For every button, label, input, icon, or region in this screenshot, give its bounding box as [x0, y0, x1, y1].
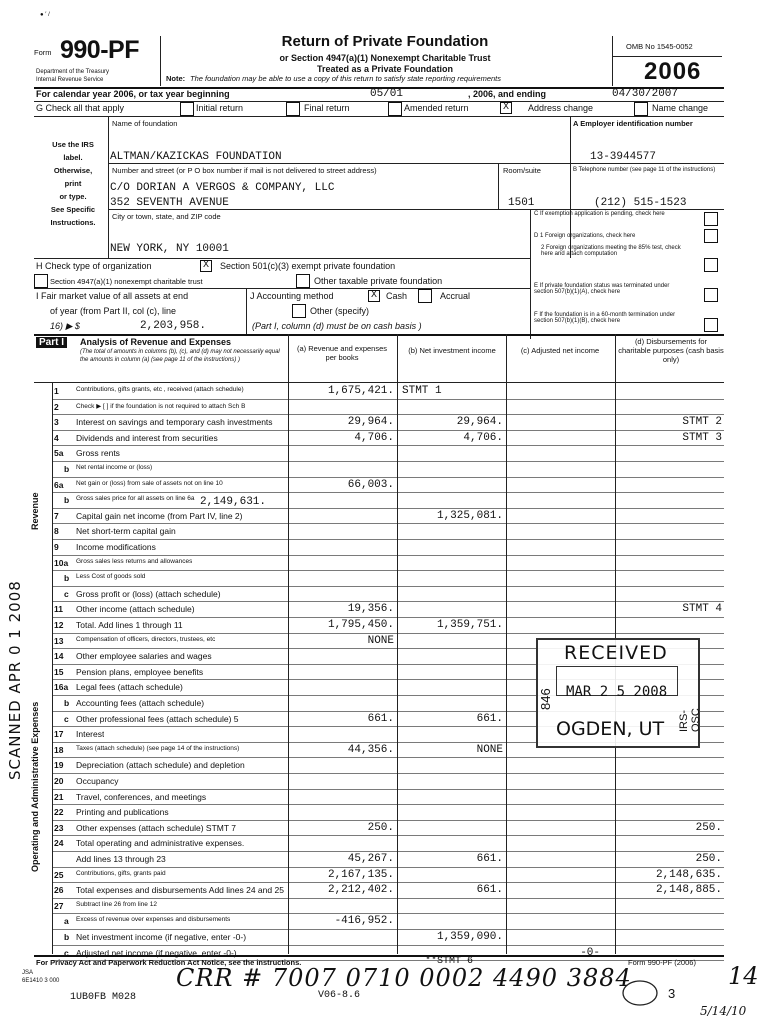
- row-number: 9: [54, 542, 59, 552]
- row-number: 11: [54, 604, 63, 615]
- row-label: Travel, conferences, and meetings: [76, 791, 207, 802]
- row-label: Income modifications: [76, 542, 156, 552]
- stamp-received: RECEIVED: [564, 642, 668, 664]
- row-divider: [52, 414, 724, 415]
- row-value-b: NONE: [476, 743, 503, 756]
- e-label: E If private foundation status was terminated under section 507(b)(1)(A), check here: [534, 283, 670, 295]
- row-divider: [52, 399, 724, 400]
- row-value-a: 19,356.: [347, 603, 394, 616]
- d2-label: 2 Foreign organizations meeting the 85% test, check here and attach computation: [541, 245, 681, 257]
- row-value-d: 250.: [695, 853, 722, 865]
- row-number: 27: [54, 900, 64, 911]
- row-divider: [52, 633, 724, 634]
- row-label: Compensation of officers, directors, trustees, etc: [76, 635, 216, 643]
- row-divider: [52, 570, 724, 571]
- row-label: Printing and publications: [76, 807, 169, 818]
- d1-label: D 1 Foreign organizations, check here: [534, 233, 636, 239]
- jsa-code: 6E1410 3 000: [22, 978, 60, 984]
- d2-checkbox[interactable]: [704, 258, 718, 272]
- note-text: The foundation may be able to use a copy of this return to satisfy state reporting requirements: [190, 74, 502, 83]
- irs-name: Internal Revenue Service: [36, 77, 104, 83]
- row-value-a: -416,952.: [334, 915, 394, 928]
- privacy-notice: For Privacy Act and Paperwork Reduction Act Notice, see the instructions.: [36, 958, 302, 967]
- amended-return-label: Amended return: [404, 103, 469, 113]
- row-label: Less Cost of goods sold: [76, 573, 146, 581]
- form-title: Return of Private Foundation: [281, 33, 489, 50]
- row-label: Interest: [76, 729, 105, 740]
- row-value-a: 29,964.: [347, 416, 394, 429]
- jsa-label: JSA: [22, 970, 34, 976]
- row-value-b: 1,325,081.: [436, 509, 503, 522]
- d1-checkbox[interactable]: [704, 229, 718, 243]
- name-change-checkbox[interactable]: [634, 102, 648, 116]
- omb-number: OMB No 1545-0052: [626, 42, 693, 51]
- row-divider: [52, 929, 724, 930]
- gross-sales-price: 2,149,631.: [200, 496, 267, 509]
- row-value-c: -0-: [580, 946, 600, 959]
- row-number: 8: [54, 526, 59, 537]
- row-divider: [52, 945, 724, 946]
- row-number: 15: [54, 666, 64, 677]
- 501c3-label: Section 501(c)(3) exempt private foundation: [220, 261, 396, 271]
- row-label: Excess of revenue over expenses and disbursements: [76, 916, 231, 924]
- row-value-d: STMT 2: [682, 416, 722, 429]
- row-number: 3: [54, 417, 59, 428]
- foundation-name: ALTMAN/KAZICKAS FOUNDATION: [110, 151, 282, 163]
- row-value-d: STMT 3: [682, 431, 722, 444]
- row-label: Depreciation (attach schedule) and depletion: [76, 760, 245, 771]
- row-label: Interest on savings and temporary cash investments: [76, 417, 273, 428]
- row-value-b: 661.: [476, 853, 503, 865]
- row-number: 25: [54, 869, 64, 880]
- accrual-checkbox[interactable]: [418, 289, 432, 303]
- tax-year: 2006: [644, 58, 702, 85]
- revenue-side-label: Revenue: [30, 492, 40, 530]
- row-label: Taxes (attach schedule) (see page 14 of the instructions): [76, 744, 240, 752]
- row-label: Gross sales less returns and allowances: [76, 557, 193, 565]
- row-divider: [52, 867, 724, 868]
- f-checkbox[interactable]: [704, 318, 718, 332]
- final-return-label: Final return: [304, 103, 350, 113]
- row-value-a: 66,003.: [347, 478, 394, 491]
- row-label: Subtract line 26 from line 12: [76, 900, 157, 908]
- row-number: 24: [54, 838, 64, 849]
- row-number: 1: [54, 386, 59, 396]
- row-value-a: 1,795,450.: [327, 619, 394, 631]
- and-ending: , 2006, and ending: [468, 89, 547, 99]
- begin-date: 05/01: [370, 88, 404, 100]
- row-value-b: 1,359,090.: [436, 931, 503, 943]
- row-number: 23: [54, 822, 64, 833]
- row-value-d: STMT 4: [682, 603, 722, 616]
- 501c3-checkbox[interactable]: X: [200, 260, 212, 272]
- row-divider: [52, 601, 724, 602]
- ein-value: 13-3944577: [590, 151, 657, 163]
- part1-title: Analysis of Revenue and Expenses: [80, 337, 232, 347]
- room-label: Room/suite: [503, 166, 541, 175]
- foundation-name-label: Name of foundation: [112, 119, 178, 128]
- row-divider: [52, 835, 724, 836]
- c-checkbox[interactable]: [704, 212, 718, 226]
- row-divider: [52, 477, 724, 478]
- row-divider: [52, 898, 724, 899]
- handwritten-circle: [620, 978, 660, 1008]
- handwritten-14: 14: [728, 962, 759, 990]
- row-label: Total operating and administrative expenses.: [76, 838, 245, 849]
- fair-market-value: 2,203,958.: [140, 320, 207, 332]
- row-label: Other employee salaries and wages: [76, 651, 212, 662]
- 4947-checkbox[interactable]: [34, 274, 48, 288]
- row-value-a: 4,706.: [354, 431, 394, 444]
- row-number: 13: [54, 635, 64, 646]
- row-label: Capital gain net income (from Part IV, line 2): [76, 510, 243, 521]
- e-checkbox[interactable]: [704, 288, 718, 302]
- row-number: 2: [54, 401, 59, 412]
- row-value-b: 4,706.: [463, 431, 503, 444]
- stamp-date: MAR 2 5 2008: [566, 684, 668, 700]
- other-taxable-checkbox[interactable]: [296, 274, 310, 288]
- row-label: Pension plans, employee benefits: [76, 666, 204, 677]
- row-divider: [52, 461, 724, 462]
- form-subtitle-1: or Section 4947(a)(1) Nonexempt Charitable Trust: [279, 53, 491, 63]
- row-value-b: STMT 1: [402, 385, 442, 397]
- row-divider: [52, 508, 724, 509]
- page-mark: ● ′ /: [40, 12, 50, 18]
- row-number: c: [64, 947, 69, 958]
- row-label: Legal fees (attach schedule): [76, 682, 183, 693]
- row-label: Accounting fees (attach schedule): [76, 698, 205, 708]
- row-label: Adjusted net income (if negative, enter -0-): [76, 947, 237, 958]
- stamp-city: OGDEN, UT: [556, 718, 665, 740]
- room-number: 1501: [508, 197, 535, 209]
- part1-tag: Part I: [36, 337, 67, 348]
- line-i-label-3: 16) ▶ $: [50, 321, 80, 331]
- row-divider: [52, 555, 724, 556]
- f-label: F If the foundation is in a 60-month termination under section 507(b)(1)(B), check here: [534, 312, 676, 324]
- row-divider: [52, 539, 724, 540]
- form-prefix: Form: [34, 48, 52, 57]
- row-number: 21: [54, 791, 64, 802]
- row-number: 22: [54, 807, 64, 818]
- street-address: 352 SEVENTH AVENUE: [110, 197, 229, 209]
- row-number: b: [64, 698, 70, 708]
- phone-label: B Telephone number (see page 11 of the instructions): [573, 167, 716, 173]
- form-number: 990-PF: [60, 36, 139, 64]
- row-number: 26: [54, 885, 64, 896]
- row-value-b: 29,964.: [456, 416, 503, 429]
- row-label: Occupancy: [76, 776, 119, 786]
- year-line-label: For calendar year 2006, or tax year beginning: [36, 89, 230, 99]
- row-divider: [52, 851, 724, 852]
- initial-return-label: Initial return: [196, 103, 244, 113]
- row-value-b: 661.: [476, 884, 503, 897]
- other-taxable-label: Other taxable private foundation: [314, 276, 443, 286]
- row-label: Net rental income or (loss): [76, 464, 153, 471]
- city-state-zip: NEW YORK, NY 10001: [110, 243, 229, 255]
- row-label: Add lines 13 through 23: [76, 854, 166, 864]
- expenses-side-label: Operating and Administrative Expenses: [30, 701, 40, 872]
- line-g-label: G Check all that apply: [36, 103, 125, 113]
- row-value-b: 661.: [476, 712, 503, 725]
- row-value-a: 2,212,402.: [327, 884, 394, 897]
- row-value-d: 2,148,885.: [655, 884, 722, 897]
- row-number: 14: [54, 651, 64, 662]
- row-number: 20: [54, 776, 64, 786]
- footer-id: 1UB0FB M028: [70, 992, 137, 1003]
- row-divider: [52, 445, 724, 446]
- row-divider: [52, 789, 724, 790]
- row-label: Other expenses (attach schedule) STMT 7: [76, 822, 237, 833]
- row-label: Other professional fees (attach schedule) 5: [76, 713, 239, 724]
- row-value-a: 44,356.: [347, 743, 394, 756]
- row-divider: [52, 617, 724, 618]
- note-label: Note:: [166, 74, 186, 83]
- row-value-d: 2,148,635.: [655, 868, 722, 881]
- line-i-label-2: of year (from Part II, col (c), line: [50, 306, 177, 316]
- row-number: 16a: [54, 682, 69, 693]
- row-label: Gross profit or (loss) (attach schedule): [76, 588, 221, 599]
- row-value-a: 250.: [367, 821, 394, 834]
- col-c-header: (c) Adjusted net income: [520, 346, 600, 355]
- row-number: 6a: [54, 479, 64, 490]
- row-value-d: 250.: [695, 821, 722, 834]
- row-number: b: [64, 495, 70, 506]
- row-value-a: 2,167,135.: [327, 868, 394, 881]
- row-divider: [52, 820, 724, 821]
- footer-version: V06-8.6: [318, 990, 361, 1001]
- row-number: a: [64, 916, 69, 927]
- row-value-a: 661.: [367, 712, 394, 725]
- row-label: Other income (attach schedule): [76, 604, 195, 615]
- row-number: 17: [54, 729, 64, 740]
- row-label: Contributions, gifts, grants paid: [76, 869, 166, 877]
- row-divider: [52, 773, 724, 774]
- stamp-code: 846: [538, 688, 553, 710]
- amended-return-checkbox[interactable]: [388, 102, 402, 116]
- scanned-stamp: SCANNED APR 0 1 2008: [6, 580, 24, 780]
- row-label: Total. Add lines 1 through 11: [76, 620, 183, 630]
- phone-number: (212) 515-1523: [594, 197, 687, 209]
- final-return-checkbox[interactable]: [286, 102, 300, 116]
- c-label: C If exemption application is pending, check here: [534, 211, 665, 217]
- row-label: Net investment income (if negative, enter -0-): [76, 932, 247, 942]
- page-number: 3: [668, 986, 676, 1001]
- accrual-label: Accrual: [440, 291, 471, 301]
- use-irs-label: Use the IRS label. Otherwise, print or type. See Specific Instructions.: [50, 140, 96, 227]
- row-number: b: [64, 573, 70, 584]
- handwritten-initial: 5/14/10: [700, 1004, 747, 1018]
- row-divider: [52, 757, 724, 758]
- name-change-label: Name change: [652, 103, 709, 113]
- other-method-checkbox[interactable]: [292, 304, 306, 318]
- cash-label: Cash: [386, 291, 408, 301]
- address-change-label: Address change: [528, 103, 594, 113]
- stamp-side: IRS-OSC: [678, 708, 702, 732]
- row-label: Dividends and interest from securities: [76, 432, 218, 443]
- row-number: c: [64, 588, 69, 599]
- row-number: 4: [54, 432, 59, 443]
- row-label: Total expenses and disbursements Add lines 24 and 25: [76, 885, 284, 896]
- row-divider: [52, 430, 724, 431]
- other-method-label: Other (specify): [310, 306, 370, 316]
- row-number: 7: [54, 510, 59, 521]
- row-value-a: 45,267.: [347, 853, 394, 865]
- part1-title-note: (The total of amounts in columns (b), (c), and (d) may not necessarily equal the amounts in column (a) (see page 11 of the instructions) ): [80, 349, 280, 363]
- col-a-header: (a) Revenue and expenses per books: [296, 344, 388, 362]
- row-number: c: [64, 713, 69, 724]
- row-divider: [52, 586, 724, 587]
- form-subtitle-2: Treated as a Private Foundation: [316, 64, 454, 74]
- row-label: Gross rents: [76, 448, 120, 459]
- col-b-header: (b) Net investment income: [408, 346, 496, 355]
- row-label: Contributions, gifts grants, etc , received (attach schedule): [76, 386, 244, 393]
- received-stamp: [536, 638, 700, 748]
- city-label: City or town, state, and ZIP code: [112, 212, 221, 221]
- line-j-label: J Accounting method: [250, 291, 334, 301]
- ein-label: A Employer identification number: [573, 119, 693, 128]
- initial-return-checkbox[interactable]: [180, 102, 194, 116]
- care-of: C/O DORIAN A VERGOS & COMPANY, LLC: [110, 182, 335, 194]
- row-divider: [52, 804, 724, 805]
- row-divider: [52, 523, 724, 524]
- row-number: 19: [54, 760, 64, 771]
- row-number: 10a: [54, 557, 69, 568]
- row-label: Gross sales price for all assets on line 6a: [76, 495, 195, 503]
- row-number: b: [64, 932, 70, 942]
- part1-cash-note: (Part I, column (d) must be on cash basis ): [252, 321, 422, 331]
- row-number: 12: [54, 620, 64, 630]
- row-number: b: [64, 464, 70, 474]
- department: Department of the Treasury: [36, 69, 110, 75]
- address-change-checkbox[interactable]: X: [500, 102, 512, 114]
- row-divider: [52, 913, 724, 914]
- row-value-a: 1,675,421.: [327, 385, 394, 397]
- line-i-label-1: I Fair market value of all assets at end: [36, 291, 189, 301]
- row-divider: [52, 882, 724, 883]
- 4947-label: Section 4947(a)(1) nonexempt charitable trust: [50, 277, 203, 286]
- col-d-header: (d) Disbursements for charitable purposes (cash basis only): [618, 337, 724, 364]
- street-label: Number and street (or P O box number if mail is not delivered to street address): [112, 166, 377, 175]
- stmt6-note: **STMT 6: [425, 956, 474, 967]
- row-number: 5a: [54, 448, 64, 459]
- row-number: 18: [54, 744, 64, 755]
- row-label: Net short-term capital gain: [76, 526, 176, 537]
- row-value-b: 1,359,751.: [436, 619, 503, 631]
- form-reference: Form 990-PF (2006): [628, 958, 696, 967]
- cash-checkbox[interactable]: X: [368, 290, 380, 302]
- line-h-label: H Check type of organization: [36, 261, 152, 271]
- handwritten-crr: CRR # 7007 0710 0002 4490 3884: [176, 964, 632, 992]
- row-label: Check ▶ [ ] if the foundation is not required to attach Sch B: [76, 402, 246, 410]
- end-date: 04/30/2007: [612, 88, 679, 100]
- row-divider: [52, 492, 724, 493]
- row-value-a: NONE: [367, 634, 394, 647]
- row-label: Net gain or (loss) from sale of assets not on line 10: [76, 479, 223, 487]
